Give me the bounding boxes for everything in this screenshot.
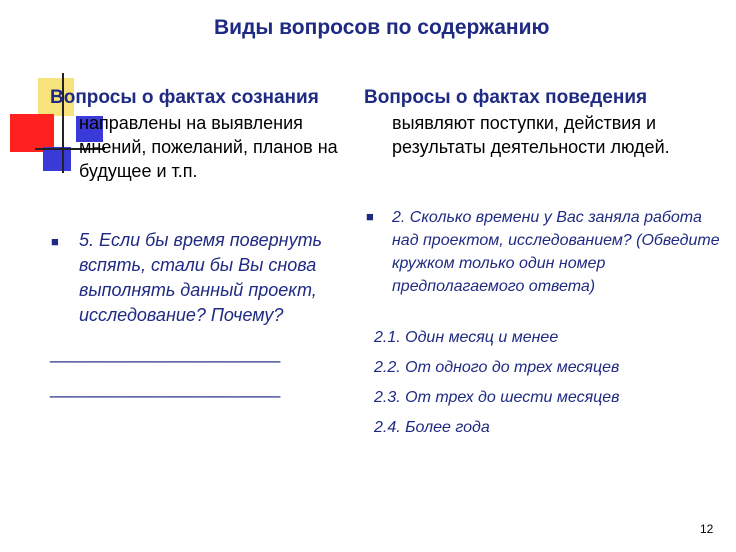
answer-option: 2.4. Более года — [374, 419, 490, 436]
answer-blank-line-1: _______________________ — [50, 343, 281, 363]
right-heading: Вопросы о фактах поведения — [364, 87, 648, 108]
right-bullet: ■ — [366, 209, 374, 224]
left-question: 5. Если бы время повернуть вспять, стали бы Вы снова выполнять данный проект, исследование? Почему? — [79, 230, 323, 325]
left-bullet: ■ — [51, 234, 59, 249]
left-description: направлены на выявления мнений, пожеланий, планов на будущее и т.п. — [79, 113, 338, 181]
answer-option: 2.2. От одного до трех месяцев — [374, 359, 620, 376]
right-description: выявляют поступки, действия и результаты деятельности людей. — [392, 113, 670, 157]
right-question: 2. Сколько времени у Вас заняла работа над проектом, исследованием? (Обведите кружком только один номер предполагаемого ответа) — [392, 209, 720, 295]
answer-blank-line-2: _______________________ — [50, 378, 281, 398]
answer-option: 2.1. Один месяц и менее — [374, 329, 559, 346]
answer-option: 2.3. От трех до шести месяцев — [374, 389, 620, 406]
page-number: 12 — [700, 522, 714, 536]
left-heading: Вопросы о фактах сознания — [50, 87, 319, 108]
slide-title: Виды вопросов по содержанию — [214, 16, 550, 39]
decor-blue-square — [43, 147, 71, 171]
